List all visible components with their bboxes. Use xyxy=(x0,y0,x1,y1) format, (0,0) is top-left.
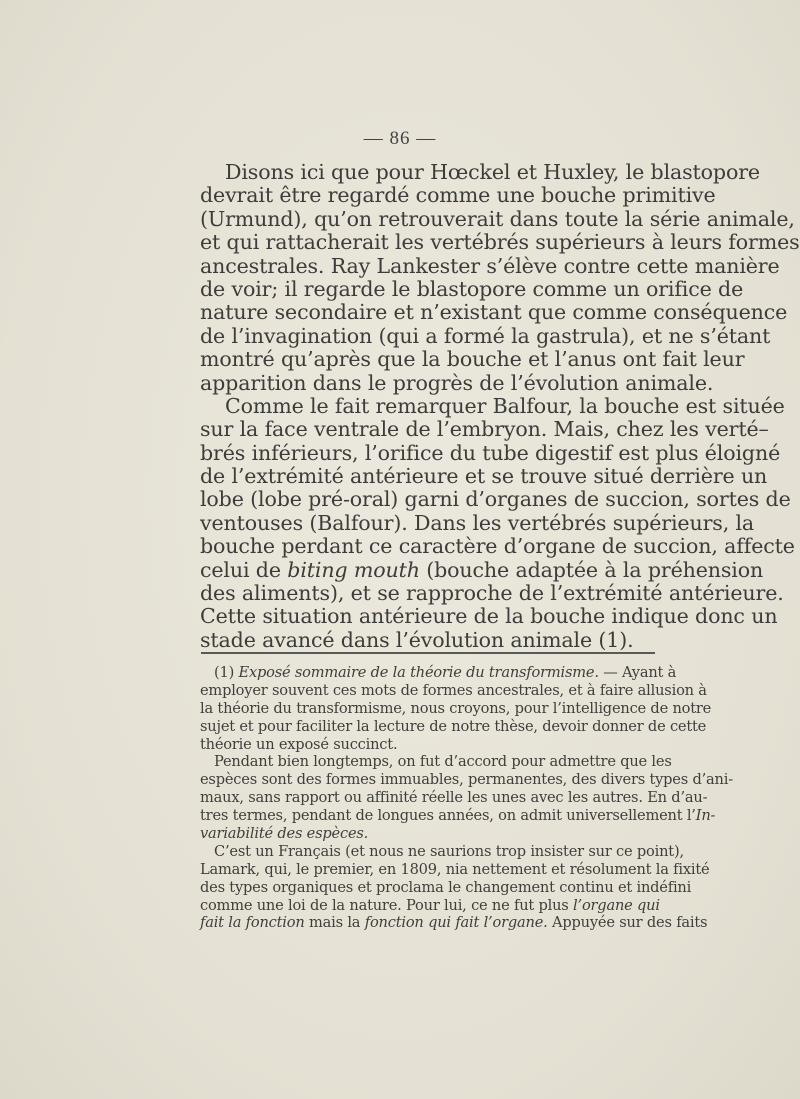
body-line xyxy=(200,557,764,582)
page-number: — 86 — xyxy=(363,128,437,149)
body-line: Comme le fait remarquer Balfour, la bouche est située xyxy=(225,393,785,418)
body-line: et qui rattacherait les vertébrés supérieurs à leurs formes xyxy=(200,230,800,255)
body-line: sur la face ventrale de l’embryon. Mais, chez les verté– xyxy=(200,417,769,442)
body-line: Cette situation antérieure de la bouche indique donc un xyxy=(200,604,778,629)
body-line: Disons ici que pour Hœckel et Huxley, le blastopore xyxy=(225,160,760,184)
italic-text: fonction qui fait l’organe. xyxy=(364,914,548,932)
footnote-line: C’est un Français (et nous ne saurions trop insister sur ce point), xyxy=(214,842,684,860)
footnote-line xyxy=(200,664,677,682)
footnote-line: théorie un exposé succinct. xyxy=(200,735,398,753)
body-line: (Urmund), qu’on retrouverait dans toute la série animale, xyxy=(200,206,795,231)
text-run: celui de xyxy=(200,557,288,582)
body-line: devrait être regardé comme une bouche primitive xyxy=(200,183,716,208)
body-line: ancestrales. Ray Lankester s’élève contre cette manière xyxy=(200,253,780,278)
body-line: de voir; il regarde le blastopore comme un orifice de xyxy=(200,276,744,301)
footnote-line xyxy=(200,914,708,932)
footnote-line: Lamark, qui, le premier, en 1809, nia nettement et résolument la fixité xyxy=(200,860,710,878)
italic-text: fait la fonction xyxy=(200,914,305,932)
italic-text: Exposé sommaire de la théorie du transformisme. xyxy=(238,664,599,681)
body-line: lobe (lobe pré-oral) garni d’organes de succion, sortes de xyxy=(200,487,791,512)
footnote-separator xyxy=(201,652,655,654)
footnote-line: sujet et pour faciliter la lecture de notre thèse, devoir donner de cette xyxy=(200,717,707,735)
footnote-line: espèces sont des formes immuables, permanentes, des divers types d’ani- xyxy=(200,771,733,789)
text-run: — Ayant à xyxy=(598,664,677,681)
body-line: des aliments), et se rapproche de l’extrémité antérieure. xyxy=(200,581,784,606)
italic-text: biting mouth xyxy=(287,557,420,582)
text-run: comme une loi de la nature. Pour lui, ce ne fut plus xyxy=(200,896,574,914)
footnote-line: maux, sans rapport ou affinité réelle les unes avec les autres. En d’au- xyxy=(200,789,708,807)
text-run: tres termes, pendant de longues années, on admit universellement l’ xyxy=(200,807,696,825)
footnote-line: la théorie du transformisme, nous croyons, pour l’intelligence de notre xyxy=(200,699,712,717)
body-line: de l’extrémité antérieure et se trouve situé derrière un xyxy=(200,464,768,489)
body-line: montré qu’après que la bouche et l’anus ont fait leur xyxy=(200,347,745,372)
body-line: brés inférieurs, l’orifice du tube digestif est plus éloigné xyxy=(200,440,781,465)
text-run: mais la xyxy=(304,914,365,932)
body-line: de l’invagination (qui a formé la gastrula), et ne s’étant xyxy=(200,323,771,348)
text-run: (1) xyxy=(214,664,239,681)
footnote-line xyxy=(200,807,716,825)
footnote-line xyxy=(200,825,656,843)
main-text xyxy=(200,160,800,652)
body-line: ventouses (Balfour). Dans les vertébrés supérieurs, la xyxy=(200,510,755,535)
footnote-line: des types organiques et proclama le changement continu et indéfini xyxy=(200,878,692,896)
footnote xyxy=(200,664,733,932)
italic-text: l’organe qui xyxy=(573,896,660,914)
footnote-line: Pendant bien longtemps, on fut d’accord pour admettre que les xyxy=(214,753,672,771)
italic-text: In- xyxy=(695,807,716,825)
text-run: (bouche adaptée à la préhension xyxy=(419,557,764,582)
body-line: bouche perdant ce caractère d’organe de succion, affecte xyxy=(200,534,795,559)
body-line: stade avancé dans l’évolution animale (1). xyxy=(200,627,634,652)
text-run: Appuyée sur des faits xyxy=(547,914,708,932)
body-line: apparition dans le progrès de l’évolution animale. xyxy=(200,370,714,395)
body-line: nature secondaire et n’existant que comme conséquence xyxy=(200,300,788,325)
footnote-line: employer souvent ces mots de formes ancestrales, et à faire allusion à xyxy=(200,681,707,699)
footnote-line xyxy=(200,896,660,915)
italic-text: variabilité des espèces. xyxy=(200,825,369,843)
